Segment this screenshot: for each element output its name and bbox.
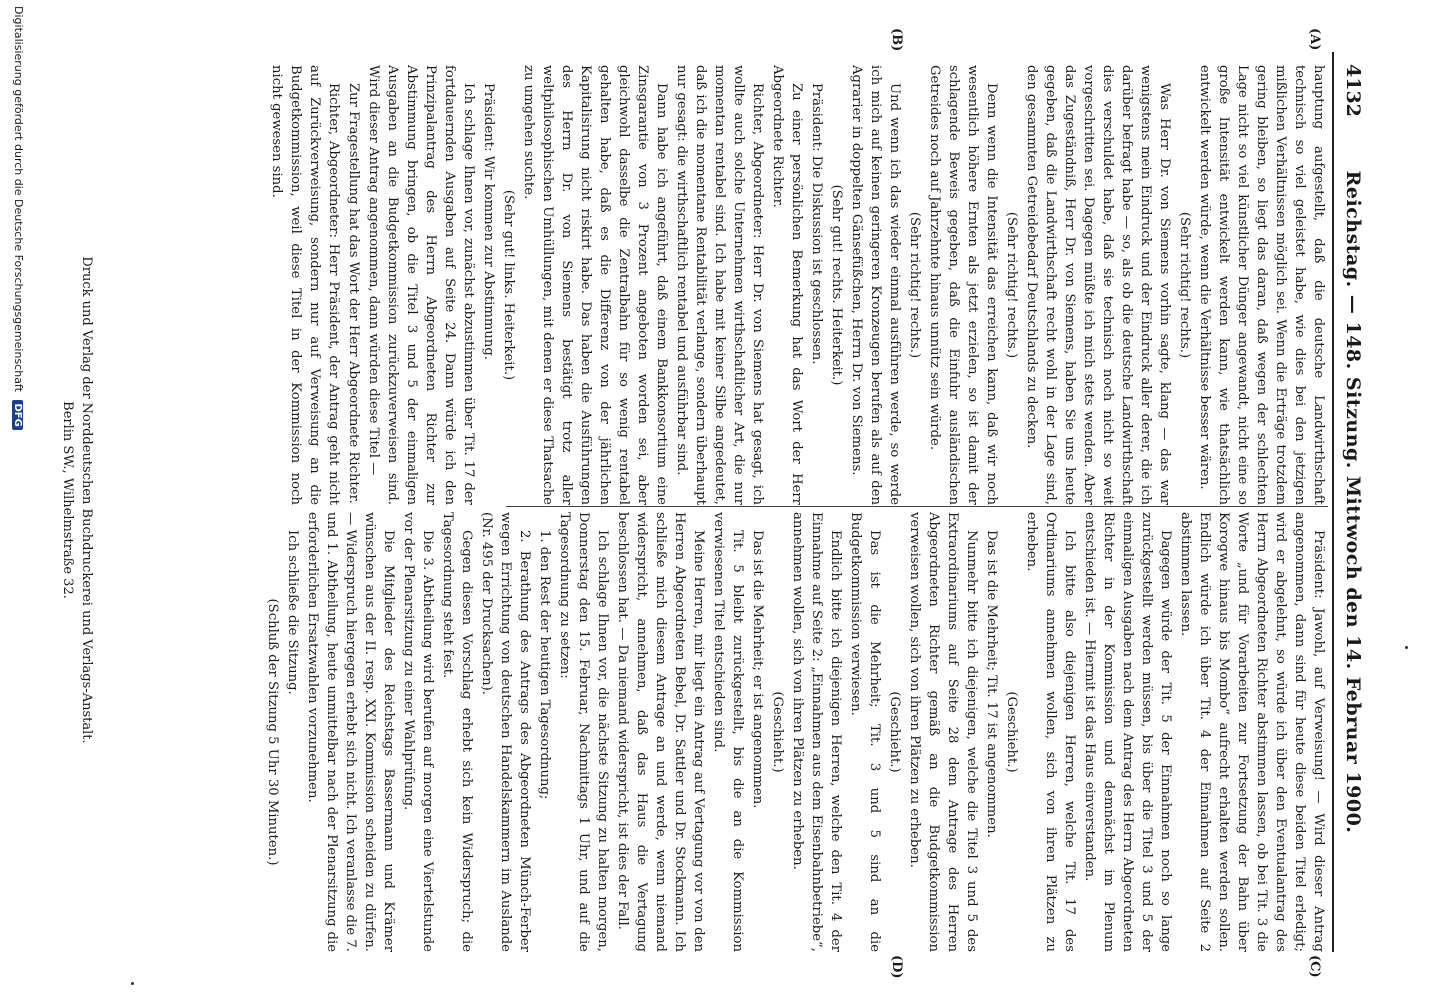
digitization-note: Digitalisierung gefördert durch die Deutsche Forschungsgemeinschaft — [12, 6, 25, 392]
speaker-paragraph: Richter, Abgeordneter: Herr Dr. von Siemens hat gesagt, ich wollte auch solche Unternehmen wirthschaftlicher Art, die nur momentan rentabel sind. Ich habe mit keiner Silbe angedeutet, daß ich die momentane Rentabilität verlange, sondern überhaupt nur gesagt: die wirthschaftlich rentabel und ausführbar sind. — [674, 65, 765, 505]
dfg-logo-icon: DFG — [12, 400, 23, 429]
paragraph: Ich schließe die Sitzung. — [285, 530, 300, 695]
column-divider — [506, 506, 1328, 507]
scan-speck — [1405, 646, 1408, 649]
paragraph: Endlich bitte ich diejenigen Herren, welche den Tit. 4 der Einnahme auf Seite 2: „Einnahmen aus dem Eisenbahnbetriebe“, annehmen wollen, sich von ihren Plätzen zu erheben. — [790, 512, 843, 952]
page-number: 4132 — [1342, 64, 1364, 117]
paragraph: Nunmehr bitte ich diejenigen, welche die Titel 3 und 5 des Extraordinariums auf Seite 28 dem Antrage des Herren Abgeordneten Richter gemäß an die Budgetkommission verweisen wollen, sich von ihren Plätzen zu erheben. — [907, 512, 979, 952]
paragraph: Das ist die Mehrheit; Tit. 3 und 5 sind an die Budgetkommission verwiesen. — [848, 512, 882, 952]
agenda-item: 2. Berathung des Antrags des Abgeordneten Münch-Ferber wegen Errichtung von deutschen Handelskammern im Auslande (Nr. 495 der Drucksachen). — [479, 512, 532, 952]
paragraph: Das ist die Mehrheit; Tit. 17 ist angenommen. — [984, 530, 999, 838]
interjection: (Geschieht.) — [1004, 691, 1019, 773]
interjection: (Geschieht.) — [887, 691, 902, 773]
interjection: (Sehr richtig! rechts.) — [1004, 211, 1019, 359]
paragraph: Dann habe ich angeführt, daß einem Bankkonsortium eine Zinsgarantie von 3 Prozent angeboten worden sei, aber gleichwohl dasselbe die Zentralbahn für so wenig rentabel gehalten habe, daß es die Differenz von der jährlichen Kapitalisirung nicht riskirt habe. Das haben die Ausführungen des Herrn Dr. von Siemens bestätigt trotz aller weltphilosophischen Umhüllungen, mit denen er diese Thatsache zu umgehen suchte. — [521, 65, 669, 505]
right-column — [262, 512, 1328, 952]
interjection: (Geschieht.) — [770, 691, 785, 773]
paragraph: Die Mitglieder des Reichstags Bassermann und Krämer wünschen aus der II. resp. XXI. Kommission scheiden zu dürfen. — Widerspruch hiergegen erhebt sich nicht. Ich veranlasse die 7. und 1. Abtheilung, heute unmittelbar nach der Plenarsitzung die erforderlichen Ersatzwahlen vorzunehmen. — [305, 512, 396, 952]
paragraph: hauptung aufgestellt, daß die deutsche Landwirthschaft technisch so viel geleistet habe, wie dies bei den jetzigen mißlichen Verhältnissen möglich sei. Wenn die Erträge trotzdem gering bleiben, so liegt das daran, daß wegen der schlechten Lage nicht so viel künstlicher Dünger angewandt, nicht eine so große Intensität entwickelt werden kann, wie thatsächlich entwickelt werden würde, wenn die Verhältnisse besser wären. — [1197, 65, 1326, 505]
interjection: (Sehr gut! rechts. Heiterkeit.) — [829, 184, 844, 386]
scan-speck — [131, 982, 134, 985]
margin-marker-b: (B) — [889, 28, 904, 52]
imprint-line-1: Druck und Verlag der Norddeutschen Buchdruckerei und Verlags-Anstalt. — [79, 256, 94, 744]
paragraph: Gegen diesen Vorschlag erhebt sich kein Widerspruch; die Tagesordnung steht fest. — [440, 512, 474, 952]
paragraph: Zur Fragestellung hat das Wort der Herr Abgeordnete Richter. — [346, 83, 361, 504]
paragraph: Und wenn ich das wieder einmal ausführen werde, so werde ich mich auf keinen geringeren Kronzeugen berufen als auf den Agrarier in doppelten Gänsefüßchen, Herrn Dr. von Siemens. — [849, 65, 902, 505]
imprint-line-2: Berlin SW., Wilhelmstraße 32. — [60, 401, 75, 599]
left-column — [266, 65, 1328, 505]
agenda-item: 1. den Rest der heutigen Tagesordnung; — [537, 530, 552, 800]
paragraph: Denn wenn die Intensität das erreichen kann, daß wir noch wesentlich höhere Ernten als jetzt erzielen, so ist damit der schlagende Beweis gegeben, daß die Einfuhr ausländischen Getreides noch auf Jahrzehnte hinaus unnütz sein würde. — [927, 65, 999, 505]
paragraph: Was Herr Dr. von Siemens vorhin sagte, klang — das war wenigstens mein Eindruck und der Eindruck aller derer, die ich darüber befragt habe — so, als ob die deutsche Landwirthschaft dies verschuldet habe, daß sie technisch noch nicht so weit vorgeschritten sei. Dagegen müßte ich mich stets wenden. Aber das Zugeständniß, Herr Dr. von Siemens, haben Sie uns heute gegeben, daß die Landwirthschaft recht wohl in der Lage sind, den gesammten Getreidebedarf Deutschlands zu decken. — [1024, 65, 1172, 505]
interjection: (Sehr richtig! rechts.) — [907, 211, 922, 359]
speaker-paragraph: Richter, Abgeordneter: Herr Präsident, der Antrag geht nicht auf Zurückverweisung, sondern nur auf Verweisung an die Budgetkommission, weil diese Titel in der Kommission noch nicht gewesen sind. — [269, 65, 341, 505]
digitization-footer — [12, 6, 25, 430]
paragraph: Die 3. Abtheilung wird berufen auf morgen eine Viertelstunde vor der Plenarsitzung zu einer Wahlprüfung. — [401, 512, 435, 952]
paragraph: Meine Herren, mir liegt ein Antrag auf Vertagung vor von den Herren Abgeordneten Bebel, Dr. Sattler und Dr. Stockmann. Ich schließe mich diesem Antrage an und werde, wenn niemand widerspricht, annehmen, daß das Haus die Vertagung beschlossen hat. — Da niemand widerspricht, ist dies der Fall. — [615, 512, 706, 952]
session-end-note: (Schluß der Sitzung 5 Uhr 30 Minuten.) — [265, 598, 280, 866]
paragraph: Dagegen würde der Tit. 5 der Einnahmen noch so lange zurückgestellt werden müssen, bis über die Titel 3 und 5 der einmaligen Ausgaben nach dem Antrag des Herrn Abgeordneten Richter in der Kommission und demnächst im Plenum entschieden ist. — Hiermit ist das Haus einverstanden. — [1082, 512, 1173, 952]
paragraph: Ich bitte also diejenigen Herren, welche Tit. 17 des Ordinariums annehmen wollen, sich von ihren Plätzen zu erheben. — [1024, 512, 1077, 952]
margin-marker-d: (D) — [889, 955, 904, 979]
margin-marker-c: (C) — [1307, 955, 1322, 978]
speaker-paragraph: Präsident: Jawohl, auf Verweisung! — Wird dieser Antrag angenommen, dann sind für heute diese beiden Titel erledigt; wird er abgelehnt, so würde ich über den Eventualantrag des Herrn Abgeordneten Richter abstimmen lassen, ob bei Tit. 3 die Worte „und für Vorarbeiten zur Fortsetzung der Bahn über Korogwe hinaus bis Mombo“ aufrecht erhalten werden sollen. Endlich würde ich über Tit. 4 der Einnahmen auf Seite 2 abstimmen lassen. — [1178, 512, 1326, 952]
paragraph: Tit. 5 bleibt zurückgestellt, bis die an die Kommission verwiesenen Titel entschieden sind. — [711, 512, 745, 952]
interjection: (Sehr gut! links. Heiterkeit.) — [501, 189, 516, 381]
speaker-paragraph: Präsident: Die Diskussion ist geschlossen. — [809, 83, 824, 365]
speaker-paragraph: Präsident: Wir kommen zur Abstimmung. — [481, 83, 496, 360]
paragraph: Zu einer persönlichen Bemerkung hat das Wort der Herr Abgeordnete Richter. — [770, 65, 804, 505]
margin-marker-a: (A) — [1307, 28, 1322, 51]
paragraph: Ich schlage Ihnen vor, die nächste Sitzung zu halten morgen, Donnerstag den 15. Februar, Nachmittags 1 Uhr, und auf die Tagesordnung zu setzen: — [557, 512, 610, 952]
paragraph: Ich schlage Ihnen vor, zunächst abzustimmen über Tit. 17 der fortdauernden Ausgaben auf Seite 24. Dann würde ich den Prinzipalantrag des Herrn Abgeordneten Richter zur Abstimmung bringen, ob die Titel 3 und 5 der einmaligen Ausgaben an die Budgetkommission zurückzuverweisen sind. Wird dieser Antrag angenommen, dann würden diese Titel — — [366, 65, 476, 505]
page-header — [1332, 52, 1368, 952]
interjection: (Sehr richtig! rechts.) — [1177, 211, 1192, 359]
paragraph: Das ist die Mehrheit; er ist angenommen. — [750, 530, 765, 809]
page-title: Reichstag. — 148. Sitzung. Mittwoch den 14. Februar 1900. — [1342, 170, 1364, 834]
